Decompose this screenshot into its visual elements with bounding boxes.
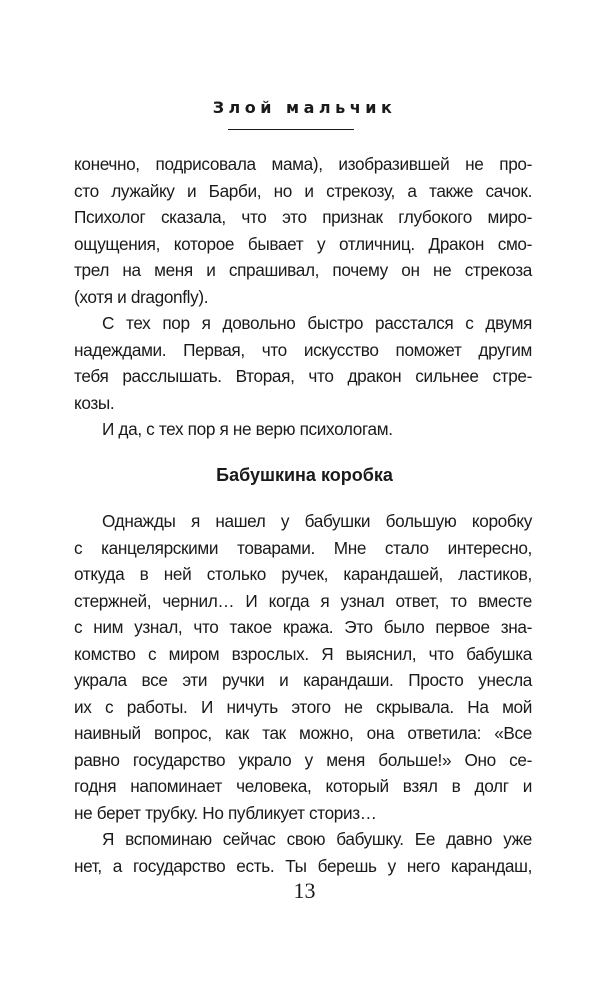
text-line: Однажды я нашел у бабушки большую коробку (102, 511, 532, 531)
text-line: тебя расслышать. Вторая, что дракон сильнее стре- (74, 366, 532, 386)
text-line: их с работы. И ничуть этого не скрывала. На мой (74, 696, 532, 717)
paragraph (74, 310, 532, 416)
text-line: с канцелярскими товарами. Мне стало интересно, (74, 537, 532, 558)
text-line: равно государство украло у меня больше!» Оно се- (74, 749, 532, 770)
text-line: украла все эти ручки и карандаши. Просто унесла (74, 670, 532, 690)
text-line: конечно, подрисовала мама), изобразившей не про- (74, 154, 532, 174)
text-block-top (74, 151, 532, 443)
text-line: И да, с тех пор я не верю психологам. (102, 419, 393, 439)
text-line: ощущения, которое бывает у отличниц. Дракон смо- (74, 233, 532, 254)
text-line: нет, а государство есть. Ты берешь у него карандаш, (74, 855, 532, 876)
text-line: Психолог сказала, что это признак глубокого миро- (74, 207, 532, 227)
text-line: надеждами. Первая, что искусство поможет другим (74, 339, 532, 360)
text-line: с ним узнал, что такое кража. Это было первое зна- (74, 617, 532, 637)
text-line: не берет трубку. Но публикует сториз… (74, 802, 377, 823)
running-head-rule (228, 129, 354, 130)
text-line: Я вспоминаю сейчас свою бабушку. Ее давно уже (102, 829, 532, 849)
text-line: наивный вопрос, как так можно, она ответила: «Все (74, 723, 532, 743)
text-line: стержней, чернил… И когда я узнал ответ, то вместе (74, 590, 532, 611)
text-line: годня напоминает человека, который взял в долг и (74, 776, 532, 796)
text-line: трел на меня и спрашивал, почему он не стрекоза (74, 260, 532, 280)
text-line: С тех пор я довольно быстро расстался с двумя (102, 313, 532, 333)
running-head: Злой мальчик (212, 98, 397, 117)
paragraph (74, 416, 532, 443)
paragraph (74, 826, 532, 879)
section-title: Бабушкина коробка (216, 465, 393, 485)
text-line: сто лужайку и Барби, но и стрекозу, а также сачок. (74, 180, 532, 201)
text-line: козы. (74, 392, 115, 413)
paragraph (74, 151, 532, 310)
page-number: 13 (293, 878, 316, 903)
text-line: (хотя и dragonfly). (74, 286, 209, 307)
text-line: откуда в ней столько ручек, карандашей, ластиков, (74, 564, 532, 584)
paragraph (74, 508, 532, 826)
text-block-bottom (74, 508, 532, 879)
text-line: комство с миром взрослых. Я выяснил, что бабушка (74, 643, 532, 664)
